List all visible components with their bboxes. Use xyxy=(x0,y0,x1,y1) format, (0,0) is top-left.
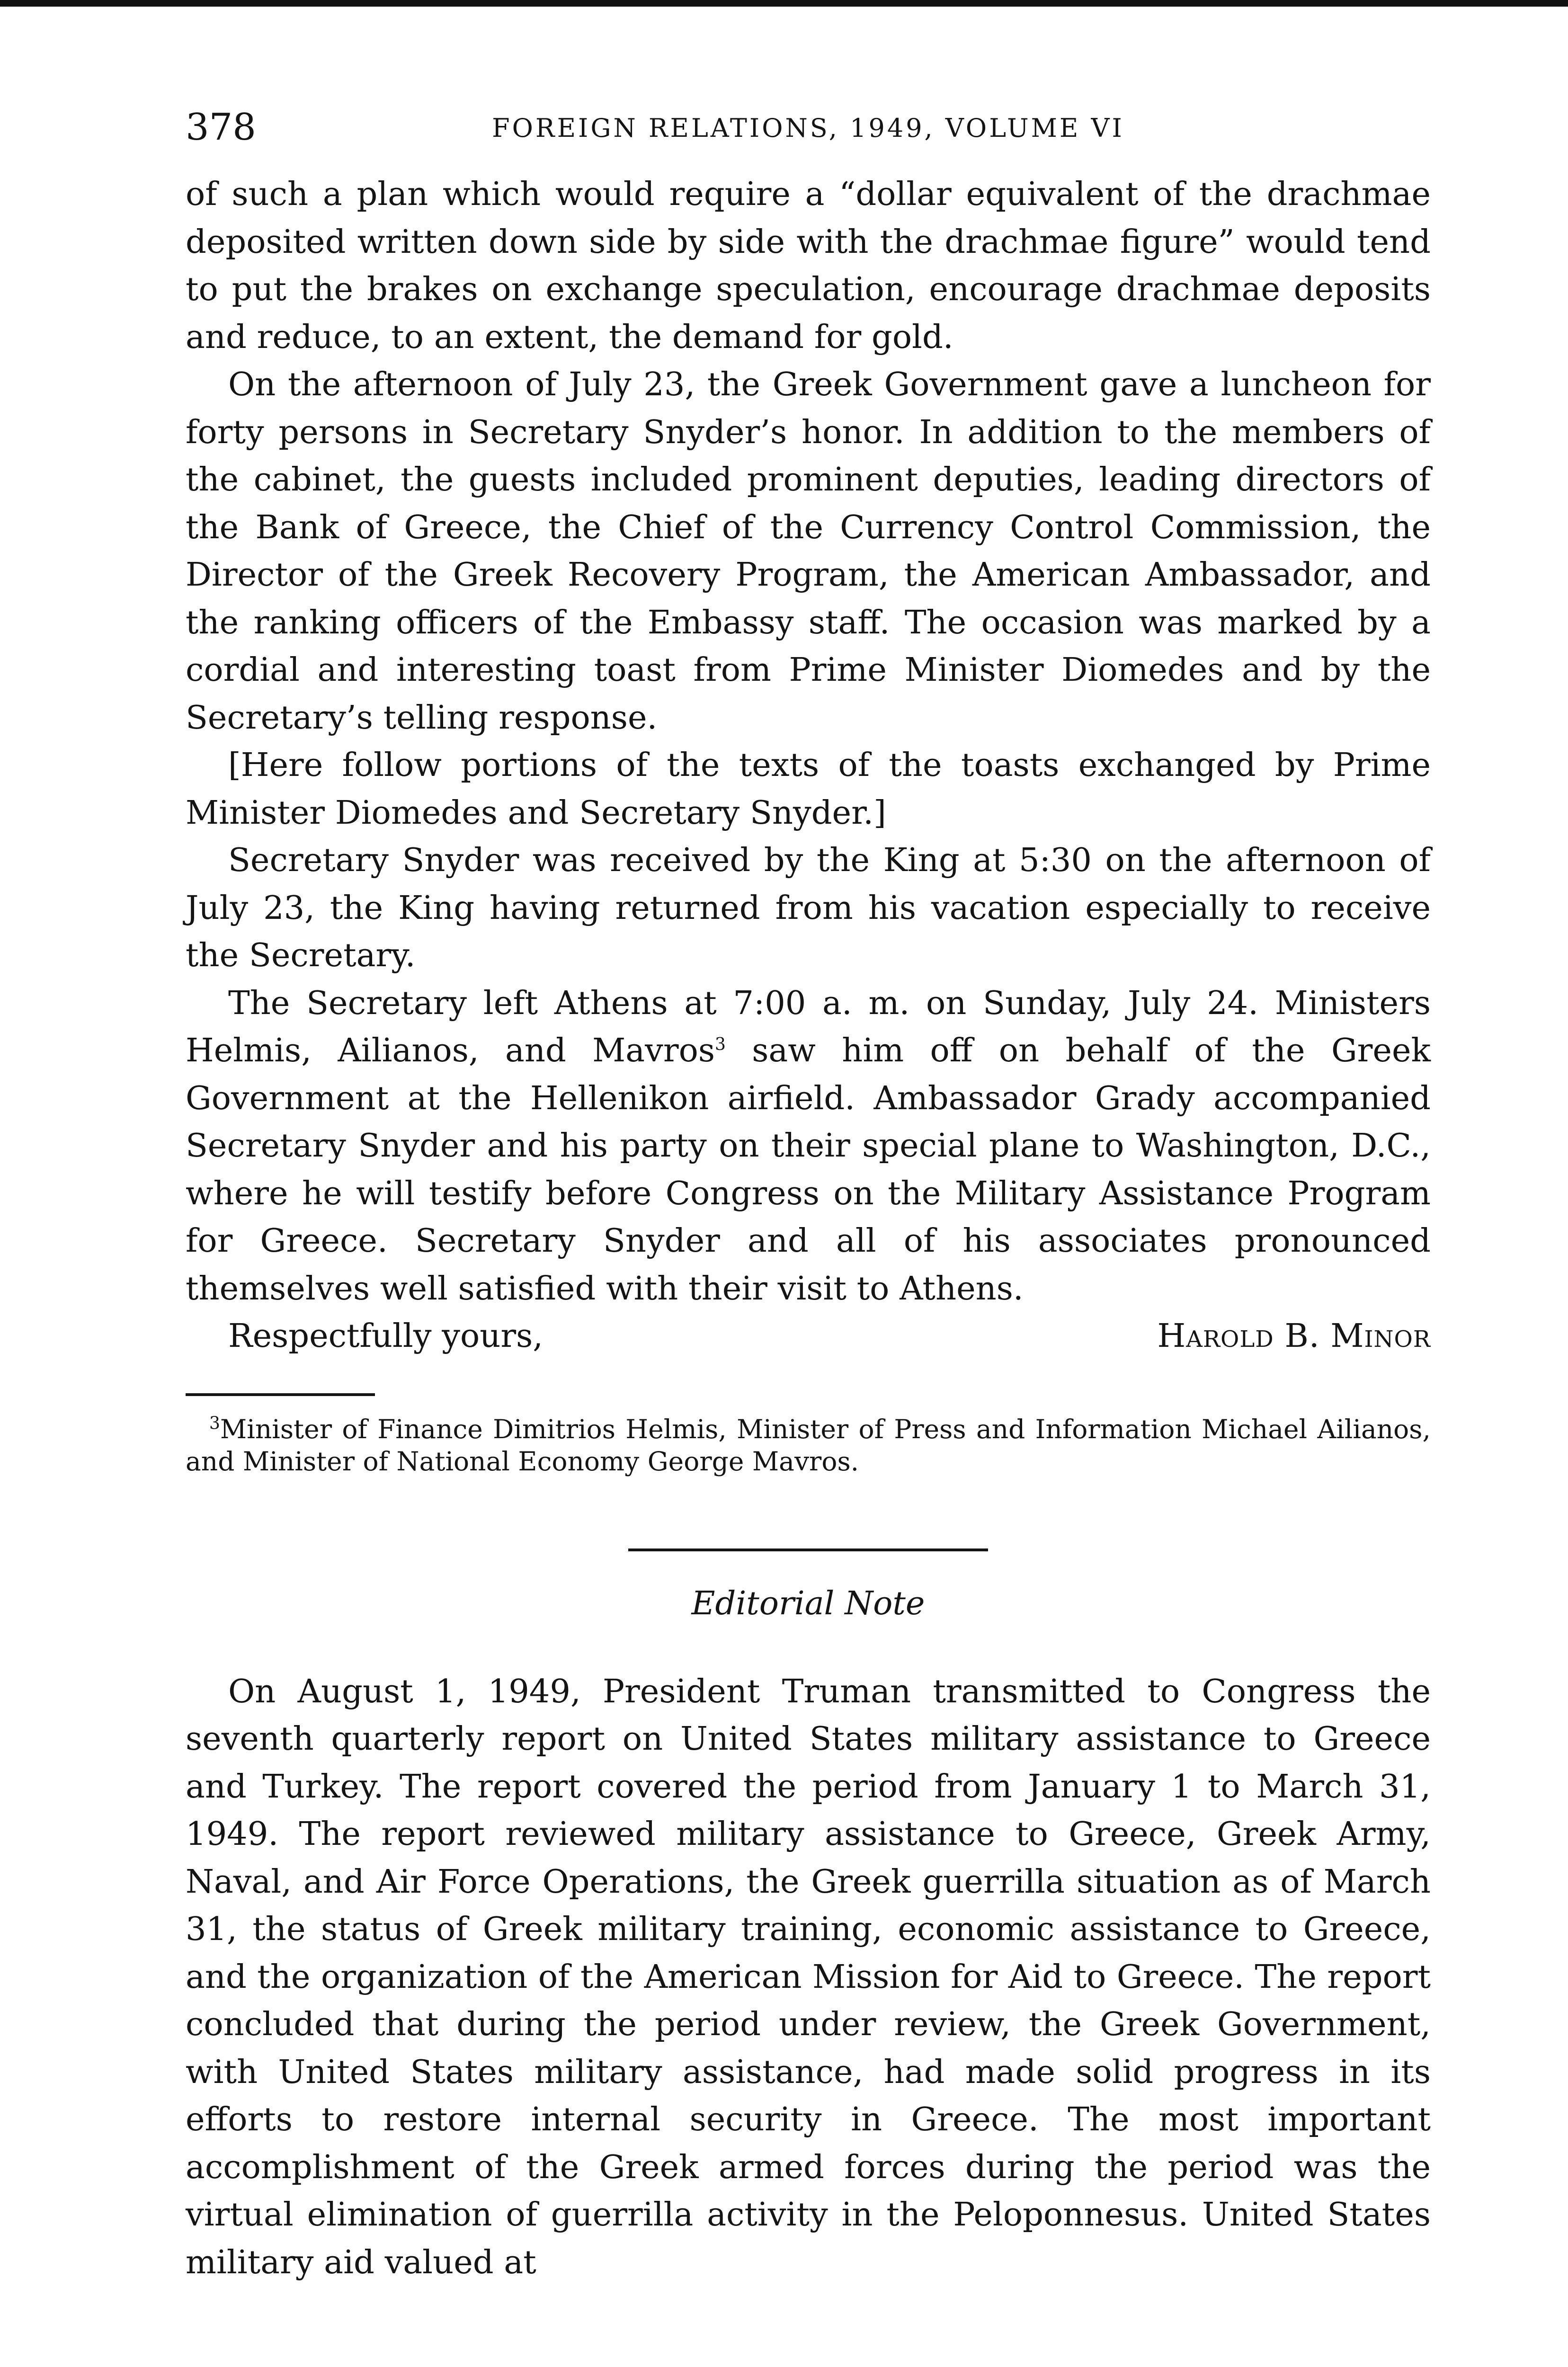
paragraph-king-reception: Secretary Snyder was received by the King at 5:30 on the afternoon of July 23, the King having returned from his vacation especially to receive the Secretary. xyxy=(186,841,1431,974)
footnote xyxy=(186,1413,1431,1477)
paragraph-continued: of such a plan which would require a “dollar equivalent of the drachmae deposited written down side by side with the drachmae figure” would tend to put the brakes on exchange speculation, encourage drachmae deposits and reduce, to an extent, the demand for gold. xyxy=(186,175,1431,356)
page-number: 378 xyxy=(186,106,256,149)
footnote-marker: 3 xyxy=(209,1414,220,1433)
letter-body xyxy=(186,170,1431,1312)
paragraph-luncheon: On the afternoon of July 23, the Greek Government gave a luncheon for forty persons in Secretary Snyder’s honor. In addition to the members of the cabinet, the guests included prominent deputies, leading directors of the Bank of Greece, the Chief of the Currency Control Commission, the Director of the Greek Recovery Program, the American Ambassador, and the ranking officers of the Embassy staff. The occasion was marked by a cordial and interesting toast from Prime Minister Diomedes and by the Secretary’s telling response. xyxy=(186,365,1431,737)
signature: Harold B. Minor xyxy=(1157,1317,1431,1355)
editorial-note-body xyxy=(186,1668,1431,2287)
footnote-divider xyxy=(186,1393,375,1396)
page-top-border xyxy=(0,0,1568,7)
editorial-note-paragraph: On August 1, 1949, President Truman transmitted to Congress the seventh quarterly report on United States military assistance to Greece and Turkey. The report covered the period from January 1 to March 31, 1949. The report reviewed military assistance to Greece, Greek Army, Naval, and Air Force Operations, the Greek guerrilla situation as of March 31, the status of Greek military training, economic assistance to Greece, and the organization of the American Mission for Aid to Greece. The report concluded that during the period under review, the Greek Government, with United States military assistance, had made solid progress in its efforts to restore internal security in Greece. The most important accomplishment of the Greek armed forces during the period was the virtual elimination of guerrilla activity in the Peloponnesus. United States military aid valued at xyxy=(186,1672,1431,2281)
departure-text-start: The Secretary left Athens at 7:00 a. m. on Sunday, July 24. Ministers Helmis, Ailianos, and Mavros xyxy=(186,984,1431,1069)
departure-text-end: saw him off on behalf of the Greek Government at the Hellenikon airfield. Ambassador Grady accompanied Secretary Snyder and his party on their special plane to Washington, D.C., where he will testify before Congress on the Military Assistance Program for Greece. Secretary Snyder and all of his associates pronounced themselves well satisfied with their visit to Athens. xyxy=(186,1032,1431,1308)
footnote-reference: 3 xyxy=(714,1035,726,1055)
closing-salutation: Respectfully yours, xyxy=(228,1317,543,1355)
letter-closing xyxy=(186,1312,1431,1360)
section-divider xyxy=(628,1548,988,1551)
footnote-text: Minister of Finance Dimitrios Helmis, Minister of Press and Information Michael Ailianos, and Minister of National Economy George Mavros. xyxy=(186,1414,1431,1477)
running-header xyxy=(186,106,1431,170)
paragraph-departure xyxy=(186,979,1431,1313)
document-page xyxy=(186,106,1431,2286)
editorial-note-title: Editorial Note xyxy=(691,1584,925,1622)
running-title: FOREIGN RELATIONS, 1949, VOLUME VI xyxy=(492,113,1124,143)
paragraph-toasts-note: [Here follow portions of the texts of the toasts exchanged by Prime Minister Diomedes and Secretary Snyder.] xyxy=(186,746,1431,832)
